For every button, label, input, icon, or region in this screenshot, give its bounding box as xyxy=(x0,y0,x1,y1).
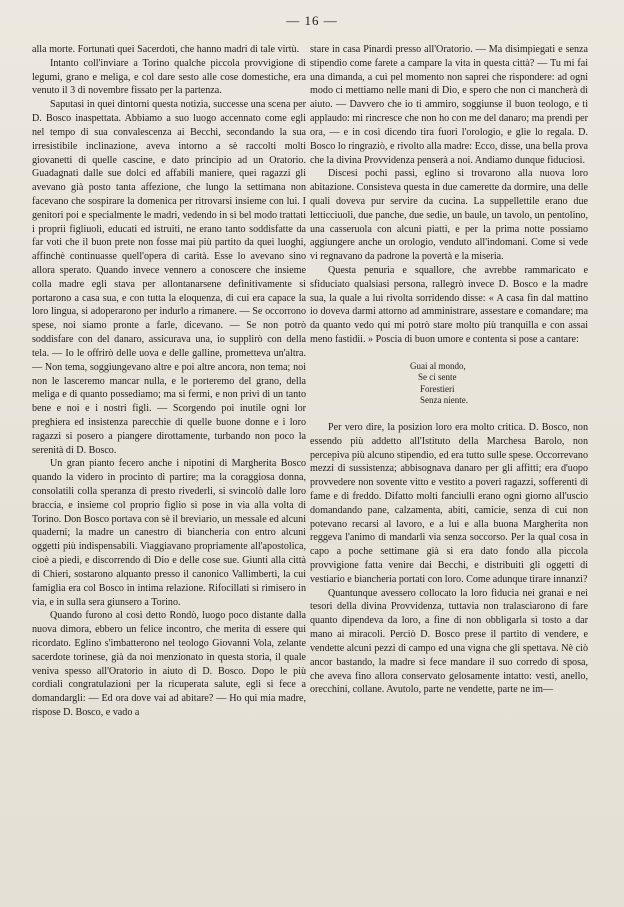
paragraph: Intanto coll'inviare a Torino qualche piccola provvigione di legumi, grano e meliga, e col dare sesto alle cose domestiche, era venuto il 3 di novembre fissato per la partenza. xyxy=(32,57,306,97)
paragraph: Saputasi in quei dintorni questa notizia, successe una scena per D. Bosco inaspettata. Abbiamo a suo luogo accennato come egli nel tempo di sua convalescenza ai Becchi, secondando la sua irresistibile inclinazione, aveva intorno a sè raccolti molti giovanetti di quelle cascine, e dato principio ad un Oratorio. Guadagnati dalle sue dolci ed affabili maniere, quei ragazzi gli avevano già posto tanta affezione, che lungo la settimana non facevano che sospirare la domenica per ritrovarsi insieme con lui. I genitori poi e specialmente le madri, vedendo in sì bel modo trattati i proprii figliuoli, educati ed istruiti, ne erano tanto soddisfatte da far voti che il buon prete non fosse mai più partito da quei luoghi, affinchè continuasse quell'opera di carità. Esse lo avevano sino allora sperato. Quando invece vennero a conoscere che insieme colla madre egli stava per allontanarsene definitivamente si portarono a casa sua, e con tutta la eloquenza, di cui era capace la loro lingua, si adoperarono per indurlo a rimanere. — Se occorrono spese, noi siamo pronte a farle, dicevano. — Se non potrò soddisfare con del danaro, assicurava una, io supplirò con della tela. — Io le offrirò delle uova e delle galline, prometteva un'altra. — Non tema, soggiungevano altre e poi altre ancora, non tema; noi non le lasceremo mancar nulla, e le porteremo del grano, della meliga e di quanto possediamo; ma si fermi, e non privi di un tanto bene e noi e i nostri figli. — Scorgendo poi inutile ogni lor preghiera ed insistenza parecchie di quelle buone donne e i loro ragazzi si posero a piangere dirottamente, turbando non poco la serenità di D. Bosco. xyxy=(32,99,306,456)
left-column xyxy=(32,43,306,720)
song-verse xyxy=(410,361,588,407)
paragraph: stare in casa Pinardi presso all'Oratorio. — Ma disimpiegati e senza stipendio come farete a campare la vita in questa città? — Tu mi fai una dimanda, a cui pel momento non saprei che rispondere: ad ogni modo ci mettiamo nelle mani di Dio, e spero che non ci mancherà di aiuto. — Davvero che io ti ammiro, soggiunse il buon teologo, e ti applaudo: mi rincresce che non ho con me del danaro; ma prendi per ora, — e in così dicendo tira fuori l'orologio, e glie lo regala. D. Bosco lo ringraziò, e rivolto alla madre: Ecco, disse, una bella prova che la divina Provvidenza penserà a noi. Andiamo dunque fiduciosi. xyxy=(310,44,588,166)
paragraph: Discesi pochi passi, eglino si trovarono alla nuova loro abitazione. Consisteva questa in due camerette da dormire, una delle quali doveva pur servire da cucina. La suppellettile erano due letticciuoli, due panche, due sedie, un baule, un tavolo, un pentolino, una casseruola con alcuni piatti, e per la prima notte possiamo aggiungere anche un orologio, venduto all'indomani. Come si vede vi regnavano da padrone la povertà e la miseria. xyxy=(310,168,588,263)
right-column xyxy=(310,43,588,697)
paragraph: Per vero dire, la posizion loro era molto critica. D. Bosco, non essendo più addetto all'Istituto della Marchesa Barolo, non percepiva più alcuno stipendio, ed era tutto sulle spese. Occorrevano mezzi di sussistenza; abbisognava danaro per gli affitti; era d'uopo provvedere non sovente vitto e vestito a poveri ragazzi, sofferenti di fame e di freddo. Difatto molti fanciulli erano ogni giorno all'uscio domandando pane, calzamenta, abiti, camicie, senza di cui non potevano recarsi al lavoro, e a lui e alla buona Margherita non reggeva l'animo di mandarli via senza soccorso. Per la qual cosa in capo a poche settimane già si era dato fondo alla piccola provvigione fatta venire dai Becchi, e distribuiti gli oggetti di vestiario e biancheria portati con loro. Come adunque tirare innanzi? xyxy=(310,421,588,585)
verse-line: Se ci sente xyxy=(418,372,457,383)
paragraph: Quantunque avessero collocato la loro fiducia nei granai e nei tesori della divina Provvidenza, tuttavia non tralasciarono di fare quanto dipendeva da loro, a fine di non obbligarla sì tosto a dar mano ai miracoli. Perciò D. Bosco prese il partito di vendere, e vendette alcuni pezzi di campo ed una vigna che gli spettava. Nè ciò ancor bastando, la madre si fece mandare il suo corredo di sposa, che aveva fino allora conservato gelosamente intatto: vesti, anello, orecchini, collane. Avutolo, parte ne vendette, parte ne im— xyxy=(310,587,588,696)
verse-line: Forestieri xyxy=(420,383,455,394)
paragraph: Un gran pianto fecero anche i nipotini di Margherita Bosco quando la videro in procinto di partire; ma la coraggiosa donna, consolatili colla speranza di presto rivederli, si svincolò dalle loro braccia, e insieme col proprio figlio si pose in via alla volta di Torino. Don Bosco portava con sè il breviario, un messale ed alcuni quaderni; la madre un canestro di biancheria con entro alcuni oggetti più indispensabili. Viaggiavano propriamente all'apostolica, cioè a piedi, e discorrendo di Dio e delle cose sue. Giunti alla città di Chieri, sostarono alquanto presso il canonico Vallimberti, la cui famiglia era col Bosco in intima relazione. Rifocillati si rimisero in via, e in sulla sera giunsero a Torino. xyxy=(32,458,306,608)
verse-line: Guai al mondo, xyxy=(410,360,466,371)
verse-line: Senza niente. xyxy=(420,395,468,406)
paragraph: Quando furono al così detto Rondò, luogo poco distante dalla nuova dimora, ebbero un felice incontro, che merita di essere qui ricordato. Eglino s'imbatterono nel teologo Giovanni Vola, zelante sacerdote torinese, già da noi menzionato in questa storia, il quale veniva spesso all'Oratorio in aiuto di D. Bosco. Dopo le più cordiali congratulazioni per la ricuperata salute, egli si fece a domandargli: — Ed ora dove vai ad abitare? — Ho qui mia madre, rispose D. Bosco, e vado a xyxy=(32,610,306,718)
paragraph: alla morte. Fortunati quei Sacerdoti, che hanno madri di tale virtù. xyxy=(32,44,300,55)
page-number: — 16 — xyxy=(286,13,338,28)
paragraph: Questa penuria e squallore, che avrebbe rammaricato e sfiduciato qualsiasi persona, rallegrò invece D. Bosco e la madre sua, la quale a lui rivolta sorridendo disse: « A casa fin dal mattino io doveva darmi attorno ad amministrare, assestare e comandare; ma da quanto vedo qui mi potrò stare molto più tranquilla e con assai meno fastidii. » Poscia di buon umore e contenta si pose a cantare: xyxy=(310,265,588,346)
